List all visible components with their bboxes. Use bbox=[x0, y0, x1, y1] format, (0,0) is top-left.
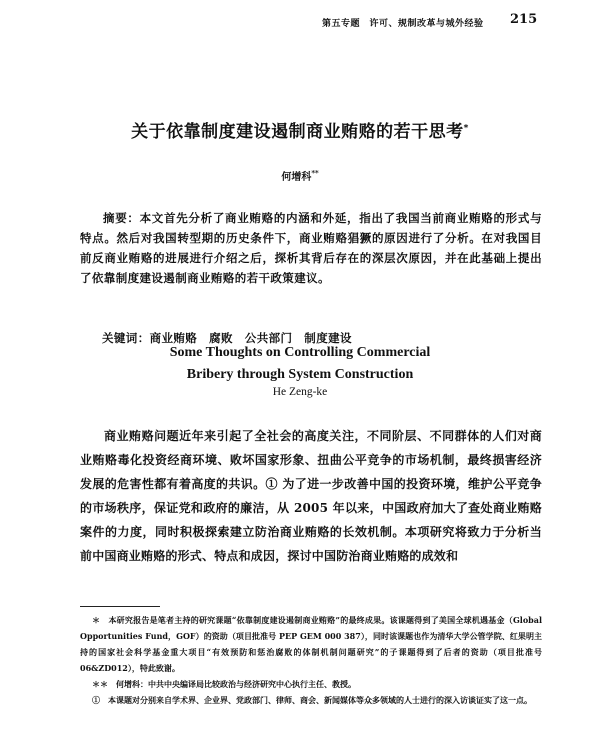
english-title-line-1: Some Thoughts on Controlling Commercial bbox=[169, 345, 431, 360]
paper-title-text: 关于依靠制度建设遏制商业贿赂的若干思考 bbox=[131, 122, 464, 142]
author-footnote-mark: ** bbox=[311, 168, 319, 178]
author-name bbox=[0, 168, 600, 183]
title-footnote-mark: * bbox=[463, 123, 469, 134]
english-author: He Zeng-ke bbox=[272, 386, 328, 398]
author-name-text: 何增科 bbox=[281, 172, 312, 183]
page-number: 215 bbox=[510, 12, 538, 27]
footnote-2: ＊＊ 何增科：中共中央编译局比较政治与经济研究中心执行主任、教授。 bbox=[92, 679, 356, 689]
paper-title bbox=[0, 117, 600, 142]
footnotes bbox=[80, 612, 542, 708]
page-header bbox=[0, 12, 600, 32]
abstract bbox=[80, 208, 542, 288]
keywords: 关键词：商业贿赂 腐败 公共部门 制度建设 bbox=[102, 331, 352, 345]
english-title bbox=[0, 342, 600, 386]
english-title-line-2: Bribery through System Construction bbox=[186, 367, 414, 382]
footnote-divider bbox=[80, 606, 160, 607]
running-head: 第五专题 许可、规制改革与城外经验 bbox=[322, 19, 484, 29]
abstract-text: 摘要：本文首先分析了商业贿赂的内涵和外延，指出了我国当前商业贿赂的形式与特点。然后对我国转型期的历史条件下，商业贿赂猖獗的原因进行了分析。在对我国目前反商业贿赂的进展进行介绍之后，探析其背后存在的深层次原因，并在此基础上提出了依靠制度建设遏制商业贿赂的若干政策建议。 bbox=[80, 211, 542, 285]
footnote-1: ＊ 本研究报告是笔者主持的研究课题“依靠制度建设遏制商业贿赂”的最终成果。该课题得到了美国全球机遇基金（Global Opportunities Fund，GOF）的资助（项目批准号 PEP GEM 000 387），同时该课题也作为清华大学公管学院、红果明主持的国家社会科学基金重大项目“有效预防和惩治腐败的体制机制问题研究”的子课题得到了后者的资助（项目批准号 06&ZD012），特此致谢。 bbox=[80, 615, 542, 673]
body-paragraph: 商业贿赂问题近年来引起了全社会的高度关注，不同阶层、不同群体的人们对商业贿赂毒化投资经商环境、败坏国家形象、扭曲公平竞争的市场机制，最终损害经济发展的危害性都有着高度的共识。① 为了进一步改善中国的投资环境，维护公平竞争的市场秩序，保证党和政府的廉洁，从 2005 年以来，中国政府加大了查处商业贿赂案件的力度，同时积极探索建立防治商业贿赂的长效机制。本项研究将致力于分析当前中国商业贿赂的形式、特点和成因，探讨中国防治商业贿赂的成效和 bbox=[80, 429, 542, 563]
footnote-3: ① 本课题对分别来自学术界、企业界、党政部门、律师、商会、新闻媒体等众多领域的人士进行的深入访谈证实了这一点。 bbox=[92, 695, 532, 705]
body-text bbox=[80, 424, 542, 568]
